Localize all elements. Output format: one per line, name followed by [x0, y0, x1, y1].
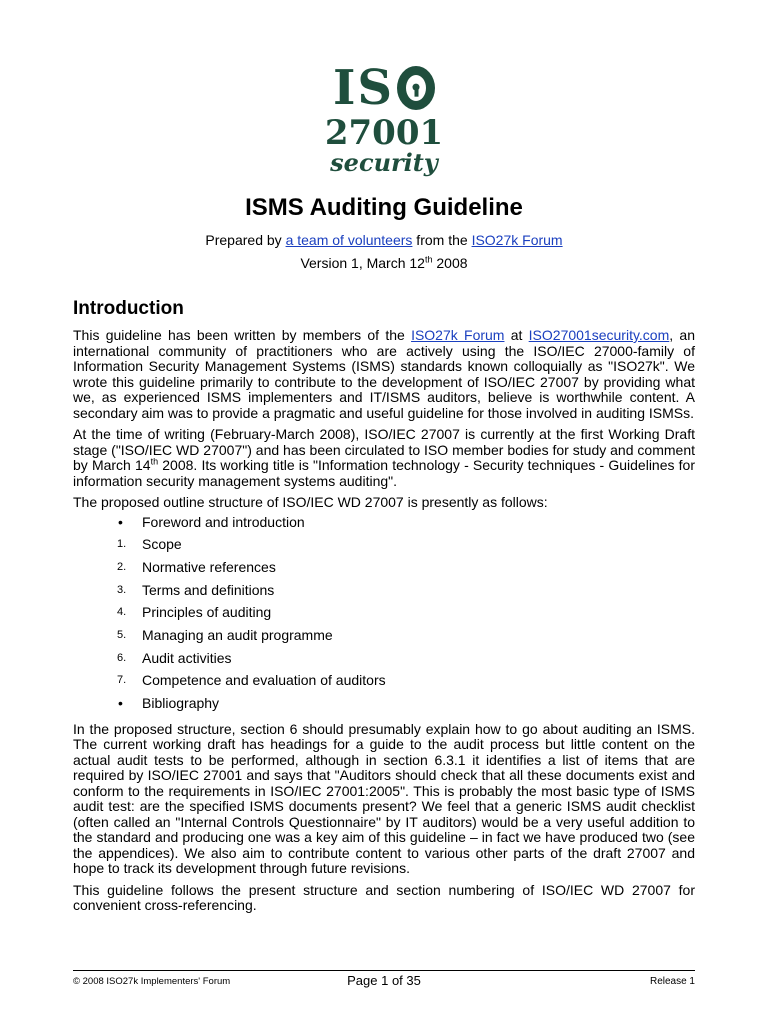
- version-prefix: Version 1, March 12: [300, 255, 425, 271]
- list-item: [73, 514, 695, 537]
- logo-number: 27001: [324, 113, 444, 153]
- list-item: [73, 695, 695, 718]
- logo-iso-text: [333, 62, 435, 114]
- list-item: [73, 536, 695, 559]
- prepared-prefix: Prepared by: [205, 232, 286, 248]
- footer-release: Release 1: [649, 976, 695, 987]
- para2-sup: th: [150, 456, 159, 467]
- list-item: [73, 604, 695, 627]
- list-item-text: Principles of auditing: [142, 604, 272, 621]
- list-marker: •: [118, 695, 123, 711]
- list-marker: 4.: [117, 606, 127, 619]
- list-item: [73, 650, 695, 673]
- para2-text-1: At the time of writing (February-March 2008), ISO/IEC 27007 is currently at the first Working Draft stage ("ISO/IEC WD 27007") and has been circulated to ISO member bodies for study and comment by March 14: [73, 426, 695, 473]
- intro-paragraph-5: This guideline follows the present structure and section numbering of ISO/IEC WD 27007 for convenient cross-referencing.: [73, 881, 695, 914]
- list-item-text: Scope: [142, 536, 182, 553]
- version-line: [0, 255, 768, 271]
- prepared-middle: from the: [412, 232, 472, 248]
- list-item-text: Terms and definitions: [142, 581, 275, 598]
- intro-paragraph-4: In the proposed structure, section 6 should presumably explain how to go about auditing an ISMS. The current working draft has headings for a guide to the audit process but little content on the actual audit tests to be performed, although in section 6.3.1 it identifies a list of items that are required by ISO/IEC 27001 and says that "Auditors should check that all these documents exist and conform to the requirements in ISO/IEC 27001:2005". This is probably the most basic type of ISMS audit test: are the specified ISMS documents present? We feel that a generic ISMS audit checklist (often called an "Internal Controls Questionnaire" by IT auditors) would be a very useful addition to the standard and producing one was a key aim of this guideline – in fact we have produced two (see the appendices). We also aim to contribute content to various other parts of the draft 27007 and hope to track its development through future revisions.: [73, 720, 695, 877]
- list-item: [73, 627, 695, 650]
- version-suffix: 2008: [432, 255, 468, 271]
- outline-list: [73, 514, 695, 718]
- list-item-text: Bibliography: [142, 695, 220, 711]
- iso27k-forum-link[interactable]: ISO27k Forum: [471, 232, 563, 248]
- para1-text-1: This guideline has been written by members of the: [73, 327, 412, 343]
- list-item-text: Audit activities: [142, 649, 232, 666]
- logo-iso-letters: IS: [332, 60, 395, 116]
- para2-text-2: 2008. Its working title is "Information technology - Security techniques - Guidelines for information security management systems auditing".: [73, 457, 695, 489]
- footer-divider: [73, 970, 695, 971]
- team-of-volunteers-link[interactable]: a team of volunteers: [285, 232, 413, 248]
- list-marker: 7.: [117, 674, 127, 687]
- introduction-body: [73, 328, 695, 920]
- iso27001security-link[interactable]: ISO27001security.com: [528, 327, 670, 343]
- list-marker: 2.: [117, 560, 127, 573]
- logo-security-word: security: [330, 148, 438, 177]
- intro-paragraph-1: [73, 328, 695, 421]
- document-title: ISMS Auditing Guideline: [245, 194, 523, 221]
- list-item: [73, 672, 695, 695]
- para1-text-3: , an international community of practitioners who are actively using the ISO/IEC 27000-family of Information Security Management Systems (ISMS) standards known colloquially as "ISO27k". We wrote this guideline primarily to contribute to the development of ISO/IEC 27007 by providing what we, as experienced ISMS implementers and IT/ISMS auditors, believe is worthwhile content. A secondary aim was to provide a pragmatic and useful guideline for those involved in auditing ISMSs.: [73, 327, 695, 421]
- keyhole-icon: [397, 66, 435, 110]
- list-item: [73, 582, 695, 605]
- introduction-heading: Introduction: [73, 298, 184, 319]
- list-marker: •: [118, 513, 123, 530]
- iso27k-forum-inline-link[interactable]: ISO27k Forum: [411, 327, 505, 343]
- list-item-text: Foreword and introduction: [142, 513, 305, 530]
- intro-paragraph-3: The proposed outline structure of ISO/IEC WD 27007 is presently as follows:: [73, 494, 548, 510]
- footer-page-number: Page 1 of 35: [347, 973, 421, 988]
- list-marker: 6.: [117, 651, 127, 664]
- list-marker: 1.: [117, 538, 127, 551]
- para1-text-2: at: [504, 327, 529, 343]
- list-item-text: Competence and evaluation of auditors: [142, 672, 386, 689]
- list-marker: 5.: [117, 628, 127, 641]
- iso27001-security-logo: [0, 62, 768, 176]
- footer-copyright: © 2008 ISO27k Implementers' Forum: [73, 976, 231, 987]
- list-item: [73, 559, 695, 582]
- intro-paragraph-2: [73, 427, 695, 489]
- prepared-by-line: [0, 232, 768, 248]
- list-marker: 3.: [117, 583, 127, 596]
- list-item-text: Normative references: [142, 558, 276, 575]
- list-item-text: Managing an audit programme: [142, 626, 333, 643]
- version-sup: th: [424, 254, 433, 265]
